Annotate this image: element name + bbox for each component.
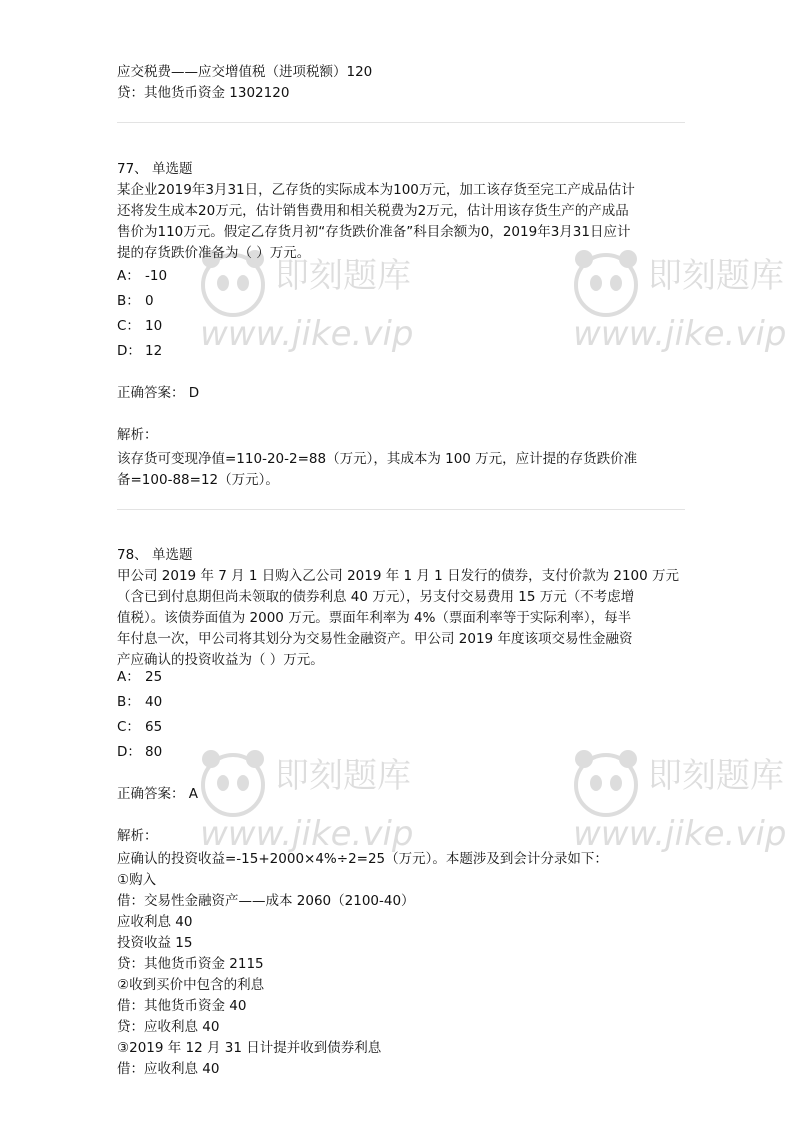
- analysis-line: 备=100-88=12（万元）。: [117, 472, 279, 488]
- analysis-line: ②收到买价中包含的利息: [117, 977, 265, 993]
- stem-line: 产应确认的投资收益为（ ）万元。: [117, 652, 324, 668]
- correct-answer: [117, 784, 198, 804]
- option-a: [117, 266, 167, 286]
- analysis-line: 投资收益 15: [117, 935, 193, 951]
- top-line: 应交税费——应交增值税（进项税额）120: [117, 64, 373, 80]
- option-d: [117, 341, 162, 361]
- answer-value: D: [188, 385, 200, 401]
- analysis-line: 应确认的投资收益=-15+2000×4%÷2=25（万元）。本题涉及到会计分录如下：: [117, 851, 608, 867]
- stem-line: （含已到付息期但尚未领取的债券利息 40 万元），另支付交易费用 15 万元（不考虑增: [117, 589, 635, 605]
- divider: [117, 122, 685, 123]
- question-header: 78、 单选题: [117, 547, 193, 563]
- analysis-label: 解析：: [117, 427, 158, 443]
- option-a: [117, 667, 162, 687]
- divider: [117, 509, 685, 510]
- option-letter: B：: [117, 293, 140, 309]
- watermark-brand: 即刻题库: [648, 756, 784, 796]
- option-b: [117, 291, 154, 311]
- option-b: [117, 692, 162, 712]
- option-letter: D：: [117, 744, 141, 760]
- analysis-line: 应收利息 40: [117, 914, 193, 930]
- option-value: 40: [145, 694, 163, 710]
- watermark-url: www.jike.vip: [573, 314, 787, 354]
- option-value: -10: [145, 268, 168, 284]
- question-header: 77、 单选题: [117, 161, 193, 177]
- watermark-url: www.jike.vip: [573, 814, 787, 854]
- option-value: 65: [145, 719, 163, 735]
- answer-value: A: [188, 786, 199, 802]
- option-value: 0: [145, 293, 154, 309]
- watermark-brand: 即刻题库: [275, 256, 411, 296]
- analysis-line: 借：其他货币资金 40: [117, 998, 247, 1014]
- option-letter: C：: [117, 719, 140, 735]
- option-letter: A：: [117, 268, 140, 284]
- stem-line: 某企业2019年3月31日，乙存货的实际成本为100万元，加工该存货至完工产成品估计: [117, 182, 635, 198]
- question-stem: [117, 180, 687, 264]
- option-letter: A：: [117, 669, 140, 685]
- answer-label: 正确答案：: [117, 385, 185, 401]
- analysis-line: ③2019 年 12 月 31 日计提并收到债券利息: [117, 1040, 382, 1056]
- option-value: 25: [145, 669, 163, 685]
- option-value: 10: [145, 318, 163, 334]
- option-letter: D：: [117, 343, 141, 359]
- option-c: [117, 717, 162, 737]
- watermark-brand: 即刻题库: [275, 756, 411, 796]
- watermark-url: www.jike.vip: [200, 814, 414, 854]
- watermark-url: www.jike.vip: [200, 314, 414, 354]
- correct-answer: [117, 383, 199, 403]
- option-letter: C：: [117, 318, 140, 334]
- stem-line: 值税）。该债券面值为 2000 万元。票面年利率为 4%（票面利率等于实际利率），每半: [117, 610, 632, 626]
- question-stem: [117, 566, 687, 671]
- stem-line: 年付息一次，甲公司将其划分为交易性金融资产。甲公司 2019 年度该项交易性金融资: [117, 631, 633, 647]
- analysis-text: [117, 449, 687, 491]
- watermark-brand: 即刻题库: [648, 256, 784, 296]
- analysis-line: ①购入: [117, 872, 157, 888]
- stem-line: 提的存货跌价准备为（ ）万元。: [117, 245, 311, 261]
- analysis-label: 解析：: [117, 828, 158, 844]
- analysis-line: 借：交易性金融资产——成本 2060（2100-40）: [117, 893, 415, 909]
- analysis-line: 贷：其他货币资金 2115: [117, 956, 264, 972]
- option-value: 12: [145, 343, 163, 359]
- option-value: 80: [145, 744, 163, 760]
- top-line: 贷：其他货币资金 1302120: [117, 85, 290, 101]
- stem-line: 售价为110万元。假定乙存货月初“存货跌价准备”科目余额为0，2019年3月31日应计: [117, 224, 631, 240]
- stem-line: 甲公司 2019 年 7 月 1 日购入乙公司 2019 年 1 月 1 日发行的债券，支付价款为 2100 万元: [117, 568, 680, 584]
- analysis-text: [117, 849, 687, 1080]
- analysis-line: 该存货可变现净值=110-20-2=88（万元），其成本为 100 万元，应计提的存货跌价准: [117, 451, 638, 467]
- option-c: [117, 316, 162, 336]
- option-d: [117, 742, 162, 762]
- option-letter: B：: [117, 694, 140, 710]
- analysis-line: 贷：应收利息 40: [117, 1019, 220, 1035]
- stem-line: 还将发生成本20万元，估计销售费用和相关税费为2万元，估计用该存货生产的产成品: [117, 203, 629, 219]
- answer-label: 正确答案：: [117, 786, 185, 802]
- analysis-line: 借：应收利息 40: [117, 1061, 220, 1077]
